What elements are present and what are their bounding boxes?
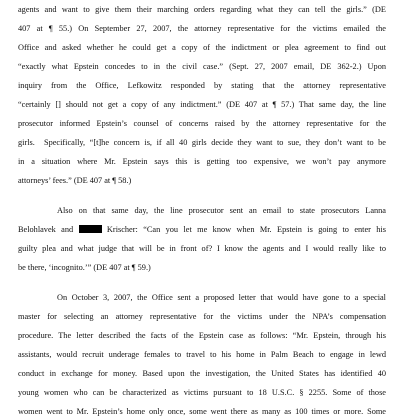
text-line: agents and want to give them their marching orders regarding what they can tell the girls.” (DE [18,5,386,14]
text-line: girls. Specifically, “[t]he concern is, if all 40 girls decide they want to sue, they don’t want to be [18,138,386,147]
text-line: Office and asked whether he could get a copy of the indictment or plea agreement to find out [18,43,386,52]
redaction-block [79,225,102,233]
text-line: in a situation where Mr. Epstein says this is getting too expensive, we won’t pay anymore [18,157,386,166]
text-line: women went to Mr. Epstein’s home only once, some went there as many as 100 times or more. Some [18,407,386,416]
text-line-with-redaction [18,224,386,236]
text-line: attorneys’ fees.” (DE 407 at ¶ 58.) [18,176,132,185]
text-fragment: Belohlavek and [18,225,79,234]
text-line: master for selecting an attorney representative for the victims under the NPA’s compensation [18,312,386,321]
text-line: Also on that same day, the line prosecutor sent an email to state prosecutors Lanna [57,206,386,215]
text-line: conduct in exchange for money. Based upon the investigation, the United States has identified 40 [18,369,386,378]
text-line: assistants, would recruit underage females to travel to his home in Palm Beach to engage in lewd [18,350,386,359]
text-line: “exactly what Epstein concedes to in the civil case.” (Sept. 27, 2007 email, DE 362-2.) Upon [18,62,386,71]
text-line: “certainly [] should not get a copy of any indictment.” (DE 407 at ¶ 57.) That same day, the line [18,100,386,109]
text-line: 407 at ¶ 55.) On September 27, 2007, the attorney representative for the victims emailed the [18,24,386,33]
text-line: On October 3, 2007, the Office sent a proposed letter that would have gone to a special [57,293,386,302]
text-fragment: Krischer: “Can you let me know when Mr. Epstein is going to enter his [101,225,386,234]
text-line: inquiry from the Office, Lefkowitz responded by stating that the attorney representative [18,81,386,90]
text-line: young women who can be characterized as victims pursuant to 18 U.S.C. § 2255. Some of those [18,388,386,397]
text-line: guilty plea and what judge that will be in front of? I know the agents and I would really like to [18,244,386,253]
text-line: be there, ‘incognito.’” (DE 407 at ¶ 59.) [18,263,151,272]
text-line: procedure. The letter described the facts of the Epstein case as follows: “Mr. Epstein, through his [18,331,386,340]
text-line: prosecutor informed Epstein’s counsel of concerns raised by the attorney representative for the [18,119,386,128]
